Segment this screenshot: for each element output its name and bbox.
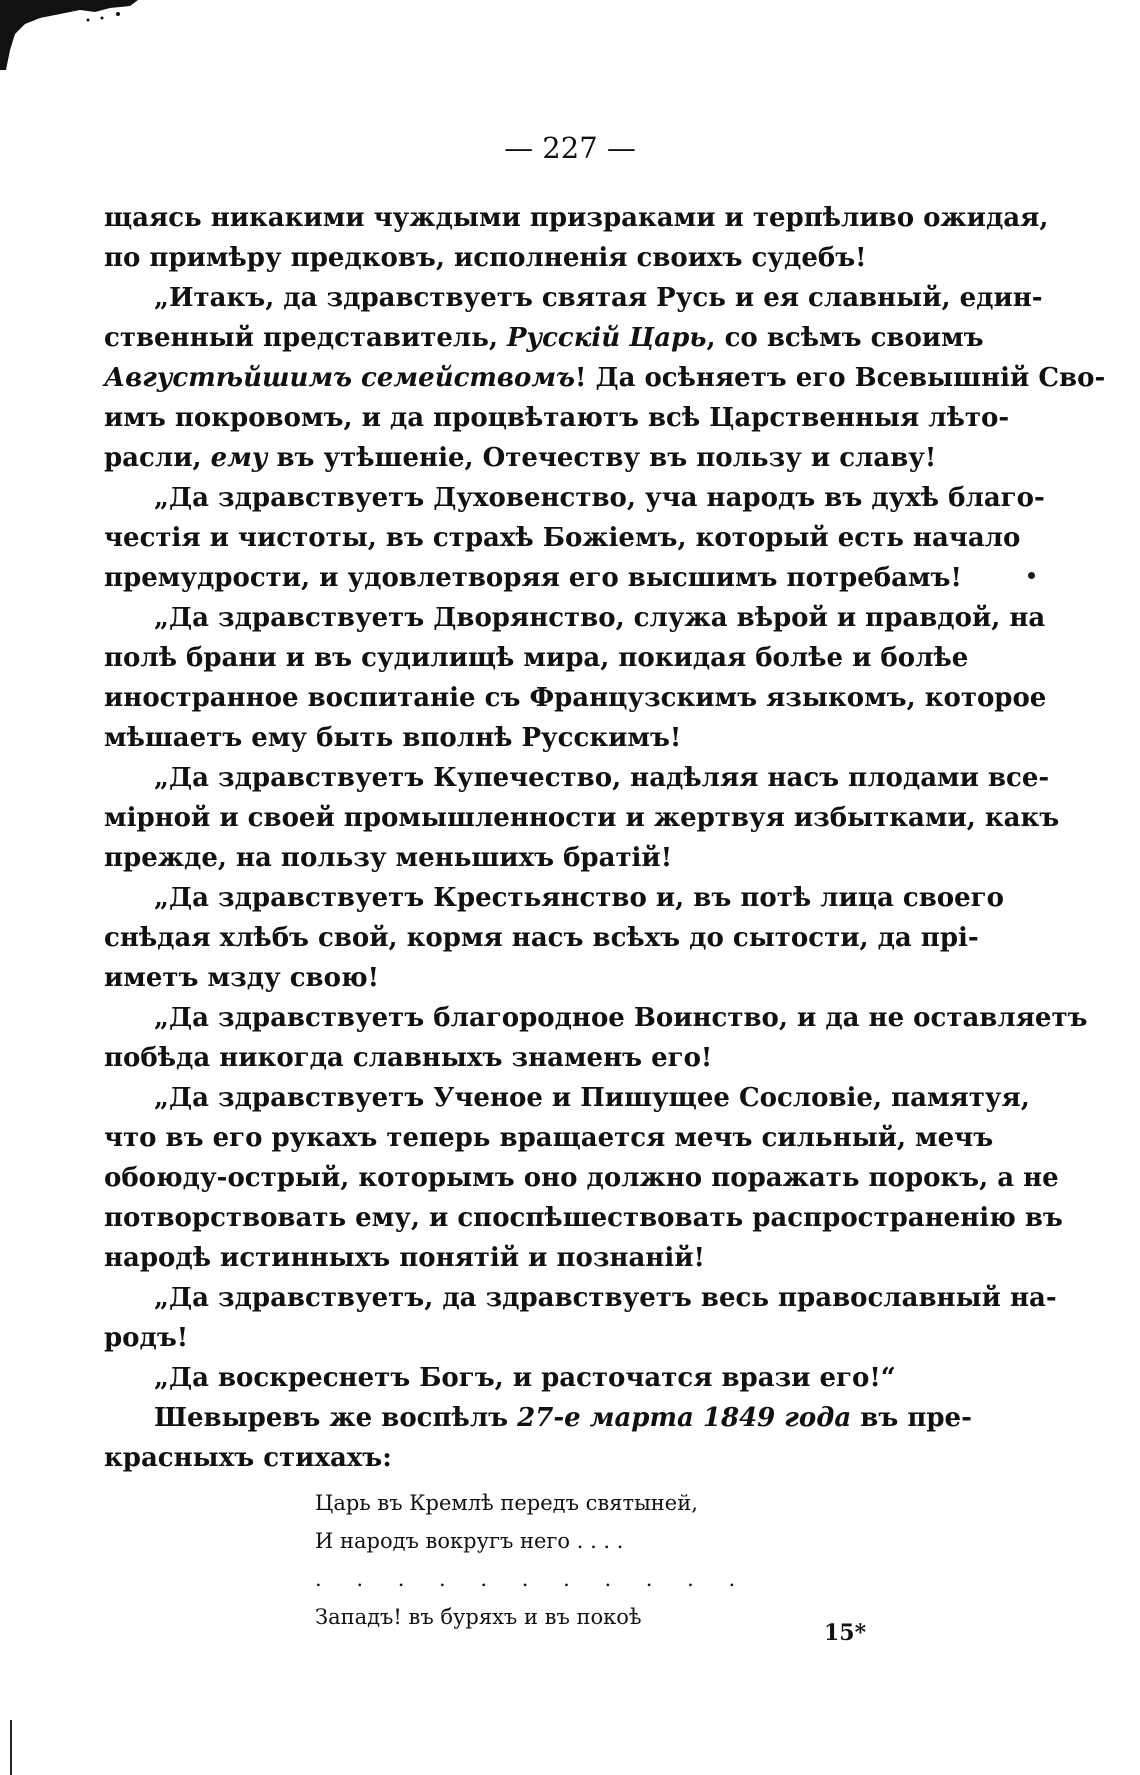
text-line: мірной и своей промышленности и жертвуя избытками, какъ: [104, 803, 1060, 833]
italic-date: 27-е марта 1849 года: [517, 1403, 852, 1433]
text-line: честія и чистоты, въ страхѣ Божіемъ, который есть начало: [104, 523, 1021, 553]
scan-edge-line: [10, 1720, 12, 1775]
text-line: „Да здравствуетъ Крестьянство и, въ потѣ лица своего: [154, 883, 1004, 913]
verse-line: Западъ! въ буряхъ и въ покоѣ: [315, 1605, 642, 1629]
text-line: побѣда никогда славныхъ знаменъ его!: [104, 1043, 713, 1073]
text-line: „Да здравствуетъ, да здравствуетъ весь православный на-: [154, 1283, 1057, 1313]
text-line: прежде, на пользу меньшихъ братій!: [104, 843, 673, 873]
text-line: „Да воскреснетъ Богъ, и расточатся врази его!“: [154, 1363, 896, 1393]
text-line: расли, ему въ утѣшеніе, Отечеству въ пользу и славу!: [104, 443, 937, 473]
text-line: имъ покровомъ, и да процвѣтаютъ всѣ Царственныя лѣто-: [104, 403, 1010, 433]
text-line: иметъ мзду свою!: [104, 963, 380, 993]
signature-mark: 15*: [824, 1620, 867, 1646]
text-line: „Да здравствуетъ Дворянство, служа вѣрой и правдой, на: [154, 603, 1046, 633]
text-line: красныхъ стихахъ:: [104, 1443, 392, 1473]
scan-edge-blot: [0, 0, 140, 70]
text-line: „Да здравствуетъ Духовенство, уча народъ въ духѣ благо-: [154, 483, 1045, 513]
text-line: народѣ истинныхъ понятій и познаній!: [104, 1243, 705, 1273]
text-line: „Да здравствуетъ благородное Воинство, и да не оставляетъ: [154, 1003, 1088, 1033]
text-line: снѣдая хлѣбъ свой, кормя насъ всѣхъ до сытости, да прі-: [104, 923, 979, 953]
scan-dot: [1028, 572, 1035, 579]
text-line: Шевыревъ же воспѣлъ 27-е марта 1849 года въ пре-: [154, 1403, 972, 1433]
text-line: обоюду-острый, которымъ оно должно поражать порокъ, а не: [104, 1163, 1059, 1193]
text-line: полѣ брани и въ судилищѣ мира, покидая болѣе и болѣе: [104, 643, 969, 673]
text-line: ственный представитель, Русскій Царь, со всѣмъ своимъ: [104, 323, 984, 353]
text-line: „Да здравствуетъ Ученое и Пишущее Сословіе, памятуя,: [154, 1083, 1030, 1113]
text-line: что въ его рукахъ теперь вращается мечъ сильный, мечъ: [104, 1123, 994, 1153]
text-line: „Да здравствуетъ Купечество, надѣляя насъ плодами все-: [154, 763, 1050, 793]
text-line: родъ!: [104, 1323, 189, 1353]
page-number: — 227 —: [504, 131, 636, 165]
text-line: мѣшаетъ ему быть вполнѣ Русскимъ!: [104, 723, 682, 753]
text-line: потворствовать ему, и споспѣшествовать распространенію въ: [104, 1203, 1063, 1233]
text-line: премудрости, и удовлетворяя его высшимъ потребамъ!: [104, 563, 962, 593]
text-line: иностранное воспитаніе съ Французскимъ языкомъ, которое: [104, 683, 1047, 713]
body-text: [104, 198, 1106, 1478]
verse-quote: [315, 1484, 750, 1636]
verse-line: Царь въ Кремлѣ передъ святыней,: [315, 1491, 698, 1515]
verse-line: И народъ вокругъ него . . . .: [315, 1529, 624, 1553]
verse-ellipsis: . . . . . . . . . . .: [315, 1567, 750, 1591]
text-line: по примѣру предковъ, исполненія своихъ судебъ!: [104, 243, 867, 273]
text-line: Августѣйшимъ семействомъ! Да осѣняетъ его Всевышній Сво-: [104, 363, 1106, 393]
italic-phrase: ему: [210, 443, 268, 473]
text-line: „Итакъ, да здравствуетъ святая Русь и ея славный, един-: [154, 283, 1043, 313]
text-line: щаясь никакими чуждыми призраками и терпѣливо ожидая,: [104, 203, 1049, 233]
italic-phrase: Августѣйшимъ семействомъ: [104, 363, 575, 393]
italic-phrase: Русскій Царь: [506, 323, 707, 353]
